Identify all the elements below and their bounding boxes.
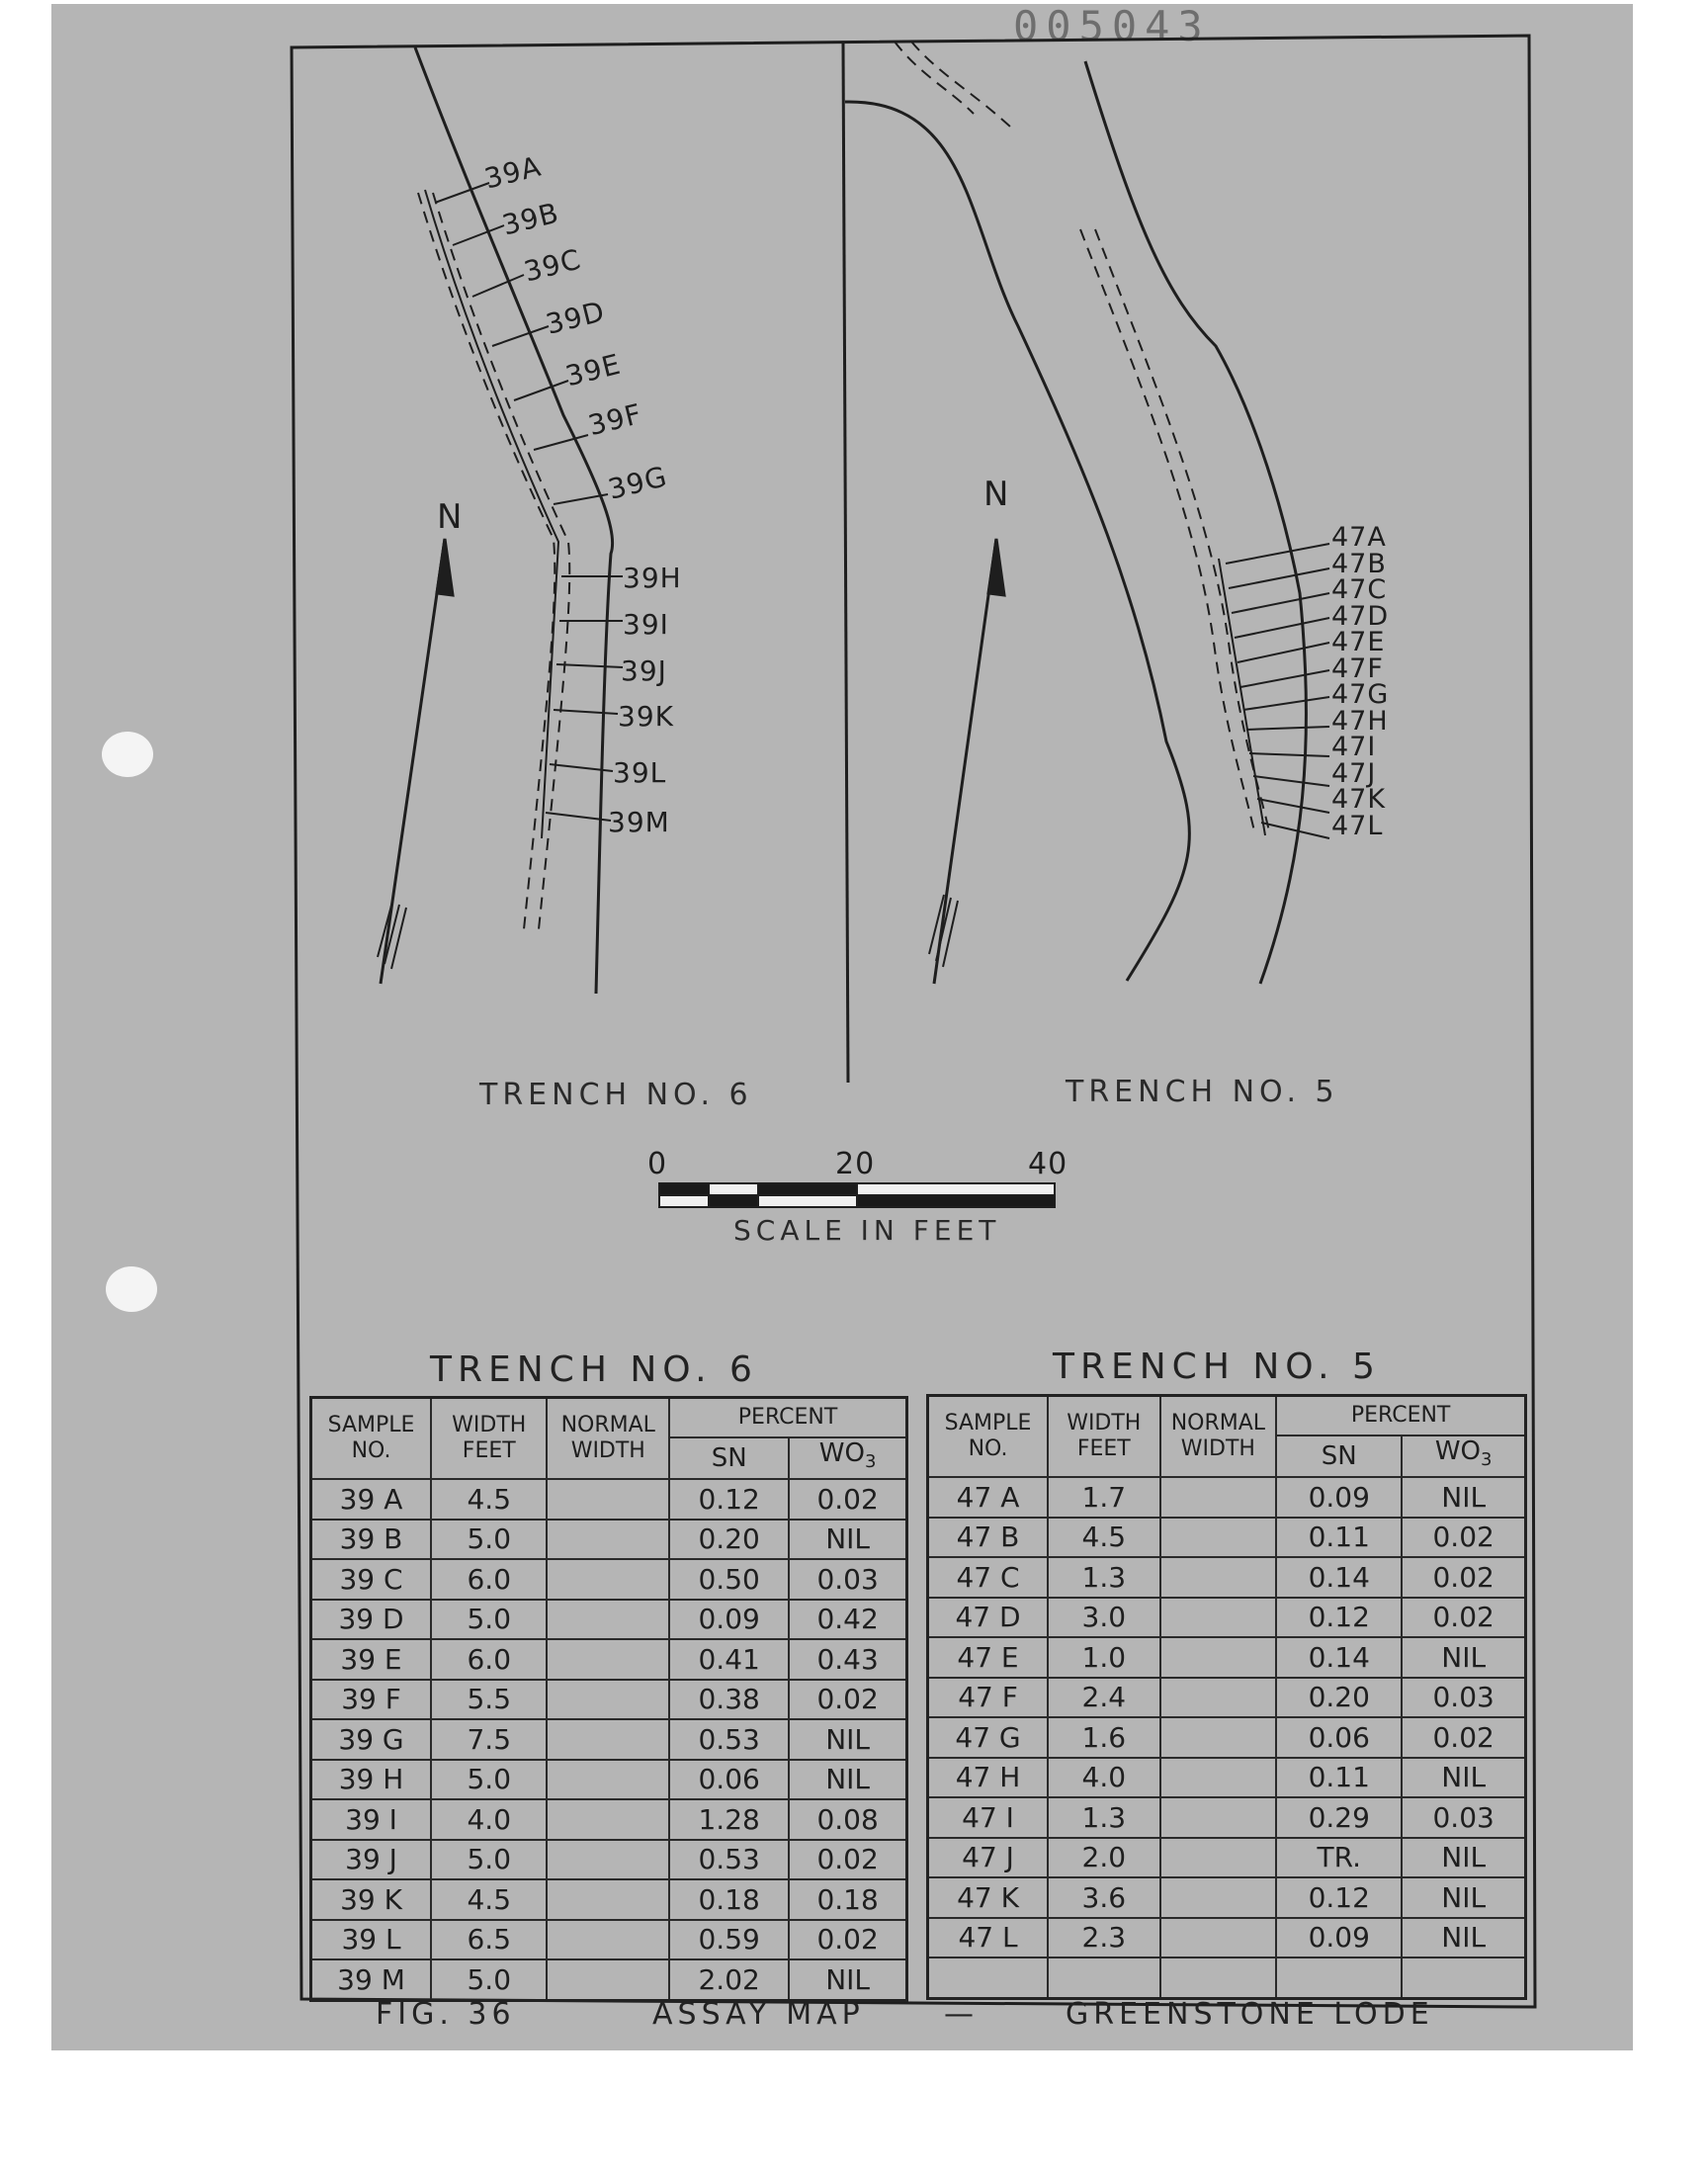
table-row <box>311 1799 907 1840</box>
table-row <box>311 1559 907 1600</box>
cell-sample: 47 K <box>928 1877 1049 1918</box>
trench-6-sample-label: 39F <box>584 396 645 443</box>
north-label-left: N <box>437 497 464 537</box>
cell-width: 2.0 <box>1048 1838 1159 1878</box>
trench-5-sample-label: 47F <box>1331 652 1384 684</box>
cell-wo3: 0.08 <box>789 1799 906 1840</box>
cell-sample: 39 I <box>311 1799 432 1840</box>
cell-wo3: NIL <box>789 1760 906 1800</box>
cell-normal <box>547 1680 669 1720</box>
trench-6-sample-label: 39G <box>604 460 671 506</box>
cell-normal <box>1160 1598 1277 1638</box>
cell-sample: 47 I <box>928 1797 1049 1838</box>
trench-5-sample-line <box>1219 559 1265 835</box>
trench-5-sample-label: 47C <box>1331 574 1388 605</box>
figure-subject: GREENSTONE LODE <box>1066 1997 1434 2032</box>
trench-6-sample-label: 39J <box>621 654 667 687</box>
cell-sample: 39 G <box>311 1719 432 1760</box>
trench-6-vein-outer <box>418 193 555 929</box>
cell-sn: 0.53 <box>669 1719 789 1760</box>
cell-width: 6.0 <box>431 1639 547 1680</box>
cell-sample: 47 E <box>928 1637 1049 1678</box>
cell-sn: 0.14 <box>1276 1637 1402 1678</box>
cell-sample: 39 F <box>311 1680 432 1720</box>
cell-sample: 47 H <box>928 1758 1049 1798</box>
cell-normal <box>547 1520 669 1560</box>
cell-sn: 0.38 <box>669 1680 789 1720</box>
cell-wo3: NIL <box>1402 1758 1525 1798</box>
cell-sn: 0.09 <box>1276 1477 1402 1518</box>
table-row <box>928 1838 1526 1878</box>
trench-6-vein-inner <box>433 193 569 929</box>
trench-5-east-boundary <box>1085 61 1307 984</box>
cell-normal <box>547 1600 669 1640</box>
cell-sample: 47 J <box>928 1838 1049 1878</box>
cell-sample: 39 B <box>311 1520 432 1560</box>
table-row <box>928 1717 1526 1758</box>
trench-5-top-dashes-2 <box>911 42 1010 127</box>
cell-sample: 47 A <box>928 1477 1049 1518</box>
cell-sample: 39 K <box>311 1879 432 1920</box>
trench-5-top-dashes-1 <box>895 42 974 114</box>
cell-wo3: NIL <box>789 1959 906 2000</box>
cell-normal <box>1160 1557 1277 1598</box>
cell-width: 5.5 <box>431 1680 547 1720</box>
cell-sample: 47 G <box>928 1717 1049 1758</box>
trench-5-sample-label: 47G <box>1331 679 1390 710</box>
scale-tick-20: 20 <box>835 1147 876 1181</box>
center-divider <box>843 44 848 1083</box>
table-row <box>311 1680 907 1720</box>
cell-sample: 47 C <box>928 1557 1049 1598</box>
cell-sample: 39 D <box>311 1600 432 1640</box>
cell-sn <box>1276 1958 1402 1998</box>
cell-normal <box>547 1719 669 1760</box>
cell-wo3: 0.02 <box>1402 1717 1525 1758</box>
cell-wo3: 0.18 <box>789 1879 906 1920</box>
cell-sn: 0.41 <box>669 1639 789 1680</box>
cell-wo3: 0.03 <box>789 1559 906 1600</box>
header-normal-width: NORMAL WIDTH <box>547 1398 669 1480</box>
cell-sample: 39 J <box>311 1840 432 1880</box>
north-arrow-right <box>929 539 1004 984</box>
cell-wo3: NIL <box>789 1520 906 1560</box>
scale-bar <box>659 1183 1055 1207</box>
cell-wo3 <box>1402 1958 1525 1998</box>
header-width-feet: WIDTH FEET <box>1048 1396 1159 1478</box>
trench-6-sample-label: 39C <box>520 242 585 289</box>
cell-sn: 0.09 <box>669 1600 789 1640</box>
cell-sn: 0.20 <box>1276 1678 1402 1718</box>
trench-6-sample-label: 39D <box>542 295 609 341</box>
cell-width: 1.3 <box>1048 1557 1159 1598</box>
cell-normal <box>1160 1678 1277 1718</box>
table-row <box>928 1758 1526 1798</box>
trench-6-table-title: TRENCH NO. 6 <box>430 1349 758 1390</box>
cell-normal <box>547 1799 669 1840</box>
cell-sn: 0.11 <box>1276 1518 1402 1558</box>
cell-width: 5.0 <box>431 1520 547 1560</box>
header-width-feet: WIDTH FEET <box>431 1398 547 1480</box>
cell-sn: 0.50 <box>669 1559 789 1600</box>
cell-width: 1.3 <box>1048 1797 1159 1838</box>
cell-width <box>1048 1958 1159 1998</box>
cell-sample: 39 L <box>311 1920 432 1960</box>
cell-width: 4.5 <box>1048 1518 1159 1558</box>
cell-width: 1.7 <box>1048 1477 1159 1518</box>
cell-wo3: 0.43 <box>789 1639 906 1680</box>
cell-width: 1.0 <box>1048 1637 1159 1678</box>
table-row <box>311 1520 907 1560</box>
cell-width: 6.0 <box>431 1559 547 1600</box>
cell-sample: 39 A <box>311 1479 432 1520</box>
cell-sample: 47 B <box>928 1518 1049 1558</box>
table-row <box>928 1918 1526 1958</box>
figure-number: FIG. 36 <box>376 1997 516 2032</box>
cell-sn: 0.29 <box>1276 1797 1402 1838</box>
trench-6-map-caption: TRENCH NO. 6 <box>479 1078 753 1112</box>
scale-tick-0: 0 <box>647 1147 668 1181</box>
cell-normal <box>547 1479 669 1520</box>
trench-5-sample-label: 47J <box>1331 757 1377 789</box>
cell-sample: 47 D <box>928 1598 1049 1638</box>
trench-6-sample-label: 39I <box>623 608 669 641</box>
trench-6-sample-label: 39M <box>608 806 670 838</box>
cell-sn: TR. <box>1276 1838 1402 1878</box>
trench-5-map-caption: TRENCH NO. 5 <box>1066 1075 1339 1109</box>
table-row <box>311 1760 907 1800</box>
cell-normal <box>1160 1958 1277 1998</box>
cell-sn: 0.20 <box>669 1520 789 1560</box>
cell-normal <box>547 1879 669 1920</box>
cell-wo3: 0.42 <box>789 1600 906 1640</box>
cell-normal <box>1160 1918 1277 1958</box>
table-row <box>928 1797 1526 1838</box>
trench-5-vein-east <box>1095 229 1270 835</box>
cell-sn: 0.12 <box>1276 1877 1402 1918</box>
trench-5-sample-label: 47E <box>1331 627 1386 657</box>
trench-5-sample-label: 47A <box>1331 522 1387 553</box>
cell-width: 1.6 <box>1048 1717 1159 1758</box>
trench-5-sample-label: 47H <box>1331 705 1389 737</box>
table-row <box>311 1719 907 1760</box>
cell-sn: 0.11 <box>1276 1758 1402 1798</box>
cell-normal <box>1160 1758 1277 1798</box>
trench-5-west-boundary <box>845 102 1189 981</box>
cell-sample: 39 E <box>311 1639 432 1680</box>
cell-width: 3.6 <box>1048 1877 1159 1918</box>
table-row <box>928 1877 1526 1918</box>
trench-6-sample-label: 39E <box>561 347 625 393</box>
cell-wo3: 0.02 <box>1402 1518 1525 1558</box>
trench-5-drawing <box>845 42 1307 984</box>
cell-sn: 0.59 <box>669 1920 789 1960</box>
cell-normal <box>1160 1518 1277 1558</box>
header-sample-no: SAMPLE NO. <box>928 1396 1049 1478</box>
cell-normal <box>1160 1797 1277 1838</box>
header-percent: PERCENT <box>1276 1396 1525 1436</box>
cell-normal <box>547 1959 669 2000</box>
trench-5-sample-label: 47B <box>1331 548 1387 579</box>
cell-wo3: 0.02 <box>789 1920 906 1960</box>
north-arrow-left <box>378 539 453 984</box>
scale-tick-40: 40 <box>1028 1147 1068 1181</box>
cell-normal <box>547 1760 669 1800</box>
cell-sn: 0.09 <box>1276 1918 1402 1958</box>
cell-width: 2.3 <box>1048 1918 1159 1958</box>
table-row <box>928 1637 1526 1678</box>
trench-6-sample-label: 39A <box>480 149 545 196</box>
table-row <box>928 1477 1526 1518</box>
cell-sn: 0.18 <box>669 1879 789 1920</box>
cell-wo3: 0.02 <box>789 1479 906 1520</box>
header-wo3: $WO_3$ <box>1402 1436 1525 1477</box>
figure-dash: — <box>944 1997 979 2032</box>
cell-sample: 39 M <box>311 1959 432 2000</box>
cell-sn: 1.28 <box>669 1799 789 1840</box>
cell-wo3: NIL <box>1402 1477 1525 1518</box>
trench-6-sample-label: 39K <box>618 700 674 733</box>
cell-wo3: 0.02 <box>1402 1598 1525 1638</box>
trench-6-sample-label: 39B <box>498 196 562 242</box>
cell-width: 4.5 <box>431 1879 547 1920</box>
header-sn: SN <box>669 1437 789 1479</box>
cell-sample: 39 C <box>311 1559 432 1600</box>
cell-sample <box>928 1958 1049 1998</box>
cell-wo3: 0.02 <box>1402 1557 1525 1598</box>
cell-normal <box>1160 1838 1277 1878</box>
trench-6-sample-label: 39H <box>623 562 682 594</box>
cell-normal <box>547 1840 669 1880</box>
cell-wo3: NIL <box>1402 1918 1525 1958</box>
header-sample-no: SAMPLE NO. <box>311 1398 432 1480</box>
cell-width: 2.4 <box>1048 1678 1159 1718</box>
trench-5-sample-label: 47K <box>1331 784 1387 815</box>
header-wo3: $WO_3$ <box>789 1437 906 1479</box>
cell-wo3: 0.03 <box>1402 1797 1525 1838</box>
cell-width: 6.5 <box>431 1920 547 1960</box>
cell-wo3: NIL <box>1402 1838 1525 1878</box>
cell-wo3: 0.02 <box>789 1680 906 1720</box>
cell-wo3: NIL <box>1402 1637 1525 1678</box>
cell-width: 7.5 <box>431 1719 547 1760</box>
trench-6-sample-label: 39L <box>613 756 667 789</box>
trench-6-assay-table <box>309 1396 908 2002</box>
header-sn: SN <box>1276 1436 1402 1477</box>
cell-sn: 0.14 <box>1276 1557 1402 1598</box>
cell-sn: 0.53 <box>669 1840 789 1880</box>
table-row <box>311 1600 907 1640</box>
cell-sn: 0.12 <box>669 1479 789 1520</box>
cell-sn: 0.12 <box>1276 1598 1402 1638</box>
document-number: 005043 <box>1013 2 1211 50</box>
table-row <box>311 1920 907 1960</box>
table-row <box>311 1959 907 2000</box>
cell-width: 3.0 <box>1048 1598 1159 1638</box>
trench-5-assay-table <box>926 1394 1527 2000</box>
table-row <box>311 1879 907 1920</box>
cell-wo3: NIL <box>789 1719 906 1760</box>
header-percent: PERCENT <box>669 1398 906 1438</box>
cell-normal <box>1160 1477 1277 1518</box>
cell-width: 4.0 <box>1048 1758 1159 1798</box>
trench-5-sample-label: 47I <box>1331 732 1377 762</box>
cell-normal <box>1160 1637 1277 1678</box>
cell-normal <box>547 1639 669 1680</box>
cell-wo3: 0.02 <box>789 1840 906 1880</box>
table-row <box>928 1678 1526 1718</box>
trench-5-sample-label: 47D <box>1331 600 1390 632</box>
cell-normal <box>1160 1877 1277 1918</box>
trench-5-sample-label: 47L <box>1331 810 1384 841</box>
table-row <box>928 1958 1526 1998</box>
table-row <box>928 1557 1526 1598</box>
table-row <box>311 1639 907 1680</box>
figure-title: ASSAY MAP <box>652 1997 865 2032</box>
cell-width: 5.0 <box>431 1959 547 2000</box>
cell-wo3: 0.03 <box>1402 1678 1525 1718</box>
cell-width: 5.0 <box>431 1600 547 1640</box>
cell-sn: 0.06 <box>1276 1717 1402 1758</box>
cell-normal <box>1160 1717 1277 1758</box>
cell-width: 4.0 <box>431 1799 547 1840</box>
north-label-right: N <box>983 475 1010 514</box>
cell-width: 4.5 <box>431 1479 547 1520</box>
trench-5-table-title: TRENCH NO. 5 <box>1053 1347 1381 1387</box>
cell-normal <box>547 1920 669 1960</box>
cell-width: 5.0 <box>431 1760 547 1800</box>
table-row <box>311 1479 907 1520</box>
table-row <box>311 1840 907 1880</box>
cell-sample: 47 F <box>928 1678 1049 1718</box>
cell-sn: 2.02 <box>669 1959 789 2000</box>
scale-label: SCALE IN FEET <box>733 1214 1001 1247</box>
header-normal-width: NORMAL WIDTH <box>1160 1396 1277 1478</box>
cell-sn: 0.06 <box>669 1760 789 1800</box>
cell-sample: 39 H <box>311 1760 432 1800</box>
cell-normal <box>547 1559 669 1600</box>
cell-sample: 47 L <box>928 1918 1049 1958</box>
cell-wo3: NIL <box>1402 1877 1525 1918</box>
table-row <box>928 1598 1526 1638</box>
cell-width: 5.0 <box>431 1840 547 1880</box>
table-row <box>928 1518 1526 1558</box>
